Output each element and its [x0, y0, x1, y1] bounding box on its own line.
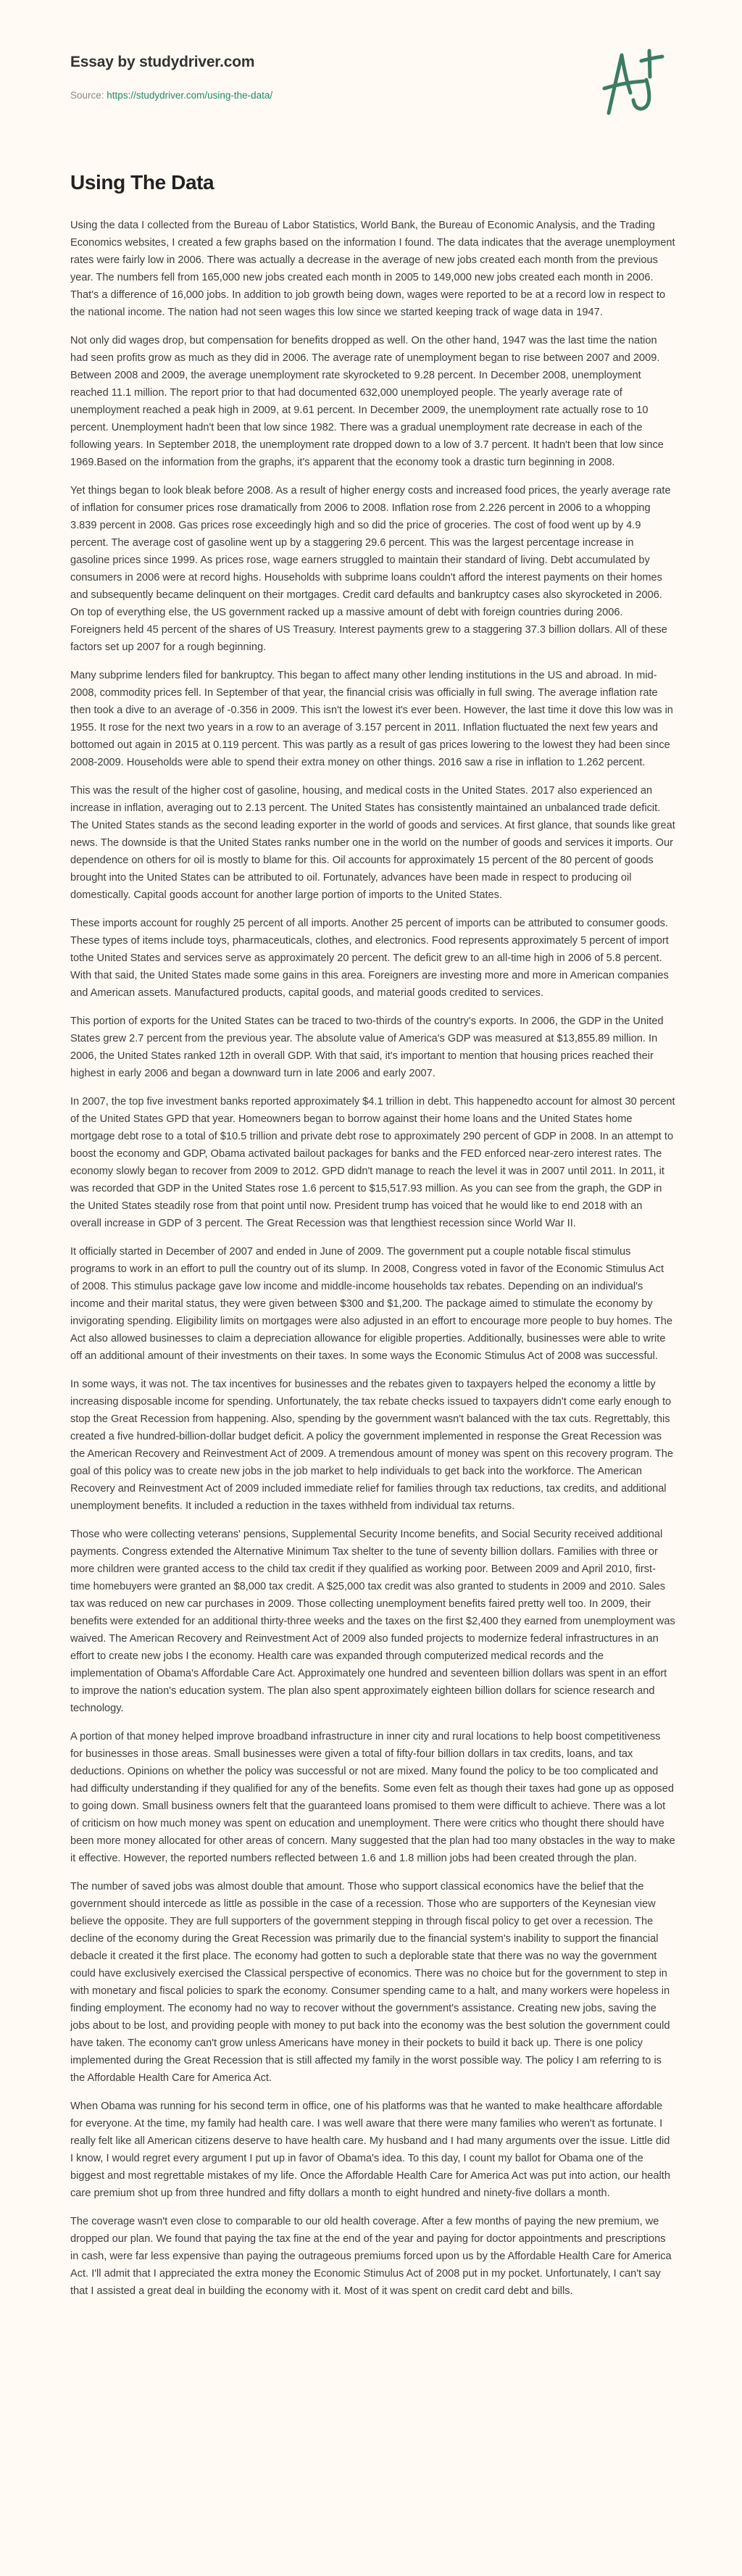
paragraph: In some ways, it was not. The tax incentives for businesses and the rebates given to taxpayers helped the economy a little by increasing disposable income for spending. Unfortunately, the tax rebate checks issued to taxpayers didn't come early enough to stop the Great Recession from happening. Also, spending by the government wasn't balanced with the tax cuts. Regrettably, this created a five hundred-billion-dollar budget deficit. A policy the government implemented in response the Great Recession was the American Recovery and Reinvestment Act of 2009. A tremendous amount of money was spent on this recovery program. The goal of this policy was to create new jobs in the job market to help individuals to get back into the workforce. The American Recovery and Reinvestment Act of 2009 included immediate relief for families through tax reductions, tax credits, and additional unemployment benefits. It included a reduction in the taxes withheld from individual tax returns.	[70, 1379, 674, 1512]
paragraph: Yet things began to look bleak before 2008. As a result of higher energy costs and increased food prices, the yearly average rate of inflation for consumer prices rose dramatically from 2006 to 2008. Inflation rose from 2.226 percent in 2006 to a whopping 3.839 percent in 2008. Gas prices rose exceedingly high and so did the price of groceries. The cost of food went up by 4.9 percent. The average cost of gasoline went up by a staggering 29.6 percent. This was the largest percentage increase in gasoline prices since 1999. As prices rose, wage earners struggled to maintain their standard of living. Debt accumulated by consumers in 2006 were at record highs. Households with subprime loans couldn't afford the interest payments on their homes and subsequently became delinquent on their mortgages. Credit card defaults and bankruptcy cases also skyrocketed in 2006. On top of everything else, the US government racked up a massive amount of debt with foreign countries during 2006. Foreigners held 45 percent of the shares of US Treasury. Interest payments grew to a staggering 37.3 billion dollars. All of these factors set up 2007 for a rough beginning.	[70, 485, 671, 653]
paragraph: A portion of that money helped improve broadband infrastructure in inner city and rural locations to help boost competitiveness for businesses in those areas. Small businesses were given a total of fifty-four billion dollars in tax credits, loans, and tax deductions. Opinions on whether the policy was successful or not are mixed. Many found the policy to be too complicated and had difficulty understanding if they qualified for any of the benefits. Some even felt as though their taxes had gone up as opposed to going down. Small business owners felt that the guaranteed loans promised to them were difficult to achieve. There was a lot of criticism on how much money was spent on education and unemployment. There were critics who thought there should have been more money allocated for other areas of concern. Many suggested that the plan had too many obstacles in the way to make it effective. However, the reported numbers reflected between 1.6 and 1.8 million jobs had been created through the plan.	[70, 1731, 675, 1864]
paragraph: The coverage wasn't even close to comparable to our old health coverage. After a few months of paying the new premium, we dropped our plan. We found that paying the tax fine at the end of the year and paying for doctor appointments and prescriptions in cash, were far less expensive than paying the outrageous premiums forced upon us by the Affordable Health Care for America Act. I'll admit that I appreciated the extra money the Economic Stimulus Act of 2008 put in my pocket. Unfortunately, I can't say that I assisted a great deal in building the economy with it. Most of it was spent on credit card debt and bills.	[70, 2216, 672, 2297]
source-link[interactable]: https://studydriver.com/using-the-data/	[107, 90, 273, 101]
paragraph: Using the data I collected from the Bureau of Labor Statistics, World Bank, the Bureau of Economic Analysis, and the Trading Economics websites, I created a few graphs based on the information I found. The data indicates that the average unemployment rates were fairly low in 2006. There was actually a decrease in the average of new jobs created each month from the previous year. The numbers fell from 165,000 new jobs created each month in 2005 to 149,000 new jobs created each month in 2006. That's a difference of 16,000 jobs. In addition to job growth being down, wages were reported to be at a record low in respect to the national income. The nation had not seen wages this low since we started keeping track of wage data in 1947.	[70, 220, 675, 318]
paragraph: In 2007, the top five investment banks reported approximately $4.1 trillion in debt. This happenedto account for almost 30 percent of the United States GPD that year. Homeowners began to borrow against their home loans and the United States home mortgage debt rose to a total of $10.5 trillion and private debt rose to approximately 290 percent of GDP in 2008. In an attempt to boost the economy and GDP, Obama activated bailout packages for banks and the FED enforced near-zero interest rates. The economy slowly began to recover from 2009 to 2012. GPD didn't manage to reach the level it was in 2007 until 2011. In 2011, it was recorded that GDP in the United States rose 1.6 percent to $15,517.93 million. As you can see from the graph, the GDP in the United States steadily rose from that point until now. President trump has voiced that he would like to end 2018 with an overall increase in GDP of 3 percent. The Great Recession was that lengthiest recession since World War II.	[70, 1096, 675, 1229]
paragraph: This portion of exports for the United States can be traced to two-thirds of the country's exports. In 2006, the GDP in the United States grew 2.7 percent from the previous year. The absolute value of America's GDP was measured at $13,855.89 million. In 2006, the United States ranked 12th in overall GDP. With that said, it's important to mention that housing prices reached their highest in early 2006 and began a downward turn in late 2006 and early 2007.	[70, 1015, 664, 1079]
essay-body	[70, 217, 675, 2300]
essay-title: Using The Data	[70, 171, 214, 194]
a-plus-logo-icon	[601, 48, 681, 120]
paragraph: The number of saved jobs was almost double that amount. Those who support classical economics have the belief that the government should intercede as little as possible in the case of a recession. Those who are supporters of the Keynesian view believe the opposite. They are full supporters of the government stepping in through fiscal policy to get over a recession. The decline of the economy during the Great Recession was primarily due to the financial system's inability to support the financial debacle it created it the first place. The economy had gotten to such a deplorable state that there was no way the government could have exclusively exercised the Classical perspective of economics. There was no choice but for the government to step in with monetary and fiscal policies to spark the economy. Consumer spending came to a halt, and many workers were hopeless in finding employment. The economy had no way to recover without the government's assistance. Creating new jobs, saving the jobs about to be lost, and providing people with money to put back into the economy was the best solution the government could have taken. The economy can't grow unless Americans have money in their pockets to build it back up. There is one policy implemented during the Great Recession that is still affected my family in the worst possible way. The policy I am referring to is the Affordable Health Care for America Act.	[70, 1881, 670, 2084]
source-line	[70, 90, 272, 101]
paragraph: When Obama was running for his second term in office, one of his platforms was that he wanted to make healthcare affordable for everyone. At the time, my family had health care. I was well aware that there were many families who weren't as fortunate. I really felt like all American citizens deserve to have health care. My husband and I had many arguments over the issue. Little did I know, I would regret every argument I put up in favor of Obama's idea. To this day, I count my ballot for Obama one of the biggest and most regrettable mistakes of my life. Once the Affordable Health Care for America Act was put into action, our health care premium shot up from three hundred and fifty dollars a month to eight hundred and ninety-five dollars a month.	[70, 2101, 670, 2199]
source-label: Source:	[70, 90, 104, 101]
paragraph: These imports account for roughly 25 percent of all imports. Another 25 percent of imports can be attributed to consumer goods. These types of items include toys, pharmaceuticals, clothes, and electronics. Food represents approximately 5 percent of import tothe United States and services serve as approximately 20 percent. The deficit grew to an all-time high in 2006 of 5.8 percent. With that said, the United States made some gains in this area. Foreigners are investing more and more in American companies and American assets. Manufactured products, capital goods, and material goods credited to services.	[70, 918, 669, 999]
paragraph: Those who were collecting veterans' pensions, Supplemental Security Income benefits, and Social Security received additional payments. Congress extended the Alternative Minimum Tax shelter to the tune of seventy billion dollars. Families with three or more children were granted access to the child tax credit if they qualified as working poor. Between 2009 and April 2010, first-time homebuyers were granted an $8,000 tax credit. A $25,000 tax credit was also granted to students in 2009 and 2010. Sales tax was reduced on new car purchases in 2009. Those collecting unemployment benefits faired pretty well too. In 2009, their benefits were extended for an additional thirty-three weeks and the taxes on the first $2,400 they earned from unemployment was waived. The American Recovery and Reinvestment Act of 2009 also funded projects to modernize federal infrastructures in an effort to create new jobs I the economy. Health care was expanded through computerized medical records and the implementation of Obama's Affordable Care Act. Approximately one hundred and seventeen billion dollars was spent in an effort to improve the nation's education system. The plan also spent approximately eighteen billion dollars for science research and technology.	[70, 1529, 675, 1714]
site-title: Essay by studydriver.com	[70, 54, 255, 70]
page-header	[70, 0, 675, 167]
paragraph: Not only did wages drop, but compensation for benefits dropped as well. On the other hand, 1947 was the last time the nation had seen profits grow as much as they did in 2006. The average rate of unemployment began to rise between 2007 and 2009. Between 2008 and 2009, the average unemployment rate skyrocketed to 9.28 percent. In December 2008, unemployment reached 11.1 million. The report prior to that had documented 632,000 unemployed people. The yearly average rate of unemployment reached a peak high in 2009, at 9.61 percent. In December 2009, the unemployment rate actually rose to 10 percent. Unemployment hadn't been that low since 1982. There was a gradual unemployment rate decrease in each of the following years. In September 2018, the unemployment rate dropped down to a low of 3.7 percent. It hadn't been that low since 1969.Based on the information from the graphs, it's apparent that the economy took a drastic turn beginning in 2008.	[70, 335, 664, 468]
paragraph: Many subprime lenders filed for bankruptcy. This began to affect many other lending institutions in the US and abroad. In mid-2008, commodity prices fell. In September of that year, the financial crisis was officially in full swing. The average inflation rate then took a dive to an average of -0.356 in 2009. This isn't the lowest it's ever been. However, the last time it dove this low was in 1955. It rose for the next two years in a row to an average of 3.157 percent in 2011. Inflation fluctuated the next few years and bottomed out again in 2015 at 0.119 percent. This was partly as a result of gas prices lowering to the lowest they had been since 2008-2009. Households were able to spend their extra money on other things. 2016 saw a rise in inflation to 1.262 percent.	[70, 670, 673, 768]
paragraph: This was the result of the higher cost of gasoline, housing, and medical costs in the United States. 2017 also experienced an increase in inflation, averaging out to 2.13 percent. The United States has consistently maintained an unbalanced trade deficit. The United States stands as the second leading exporter in the world of goods and services. At first glance, that sounds like great news. The downside is that the United States ranks number one in the world on the number of goods and services it imports. Our dependence on others for oil is mostly to blame for this. Oil accounts for approximately 15 percent of the 80 percent of goods brought into the United States can be attributed to oil. Fortunately, advances have been made in respect to producing oil domestically. Capital goods account for another large portion of imports to the United States.	[70, 785, 675, 901]
paragraph: It officially started in December of 2007 and ended in June of 2009. The government put a couple notable fiscal stimulus programs to work in an effort to pull the country out of its slump. In 2008, Congress voted in favor of the Economic Stimulus Act of 2008. This stimulus package gave low income and middle-income households tax rebates. Depending on an individual's income and their marital status, they were given between $300 and $1,200. The package aimed to stimulate the economy by invigorating spending. Eligibility limits on mortgages were also adjusted in an effort to encourage more people to buy homes. The Act also allowed businesses to claim a depreciation allowance for eligible properties. Additionally, businesses were able to write off an additional amount of their investments on their taxes. In some ways the Economic Stimulus Act of 2008 was successful.	[70, 1246, 672, 1362]
